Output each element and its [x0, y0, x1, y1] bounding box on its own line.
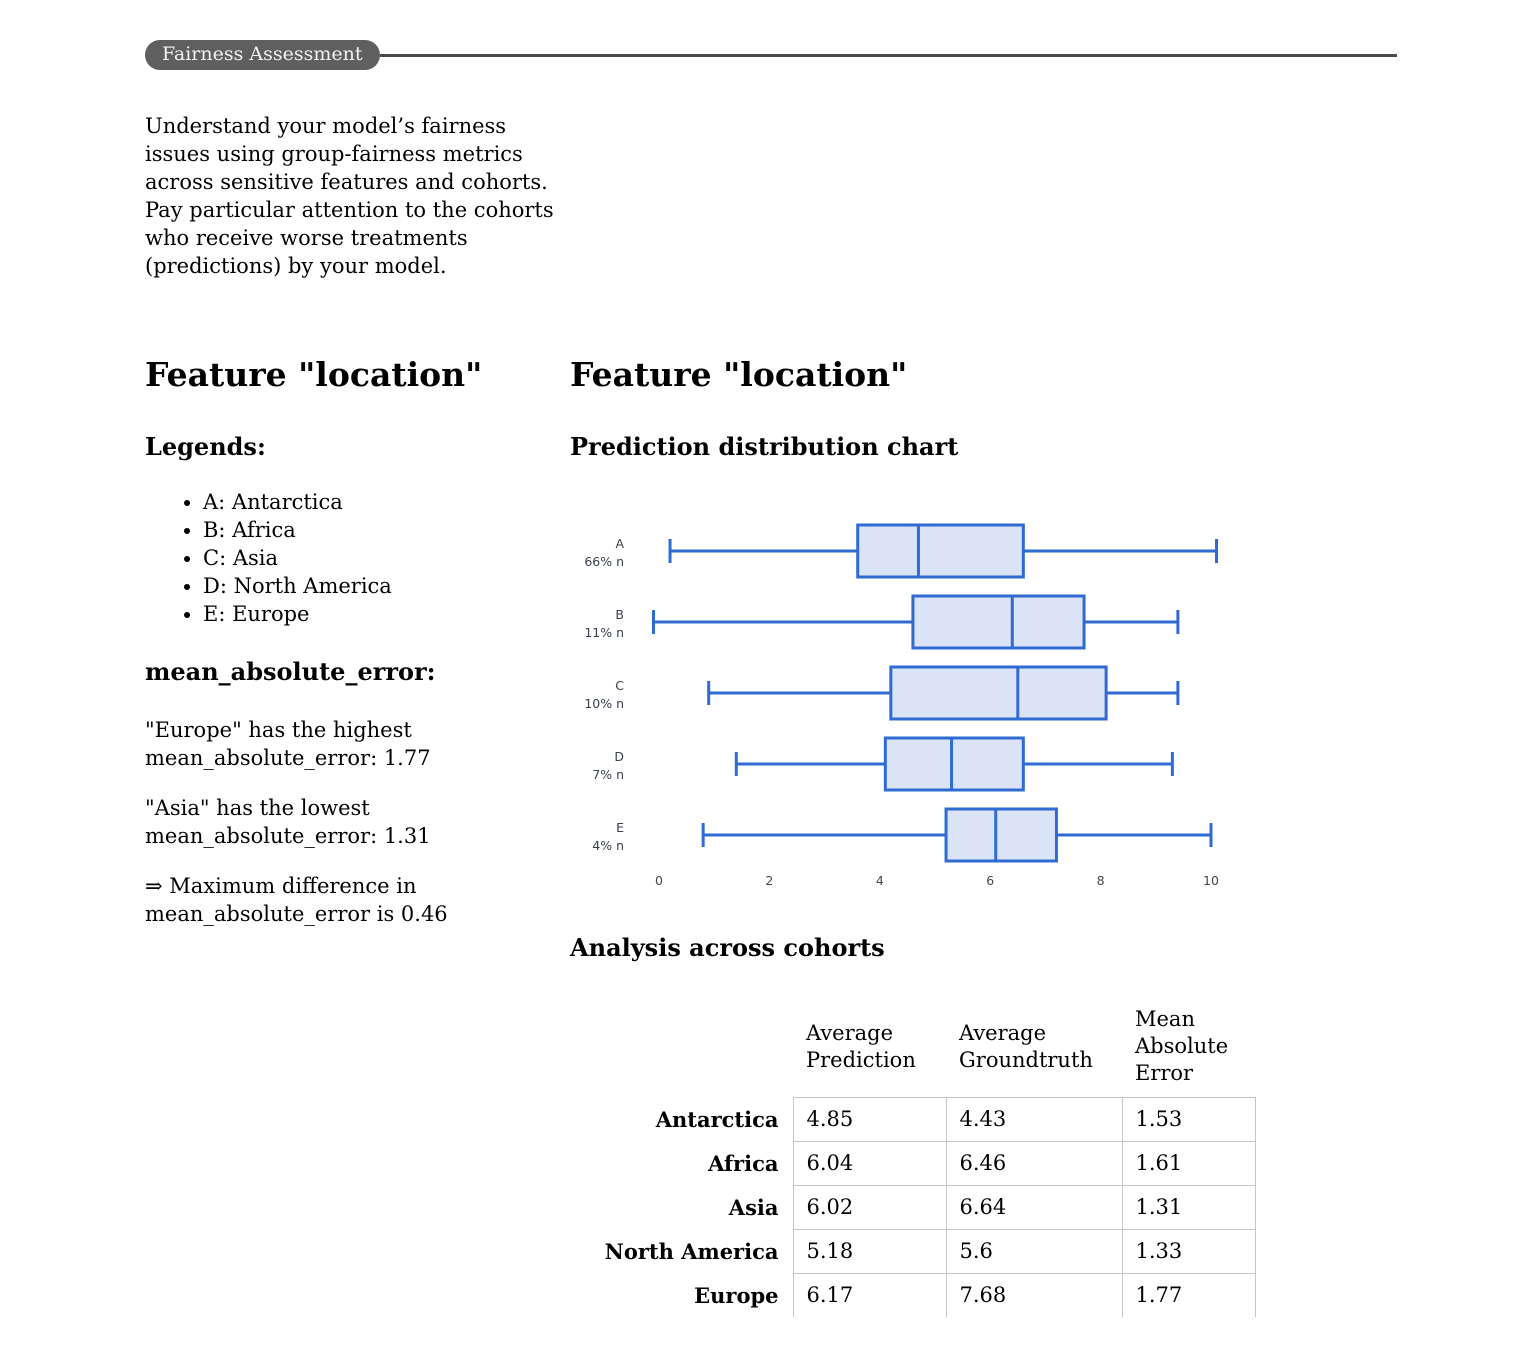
analysis-title: Analysis across cohorts	[570, 933, 885, 962]
x-axis-tick-labels	[655, 873, 1219, 888]
section-header	[145, 40, 1397, 70]
intro-paragraph: Understand your model’s fairness issues using group-fairness metrics across sensitive features and cohorts. Pay particular attention to the cohorts who receive worse treatments (predictions) by your model.	[145, 114, 554, 278]
cell-value: 1.77	[1122, 1274, 1255, 1318]
table-row	[570, 1274, 1255, 1318]
feature-title-right: Feature "location"	[570, 355, 908, 394]
metric-lowest-note: "Asia" has the lowest mean_absolute_error: 1.31	[145, 796, 431, 848]
x-axis-tick: 2	[765, 873, 774, 888]
cell-value: 7.68	[946, 1274, 1122, 1318]
legend-list	[145, 488, 623, 628]
boxplot-cohort-label: E	[616, 820, 624, 835]
boxplot-row-D	[592, 738, 1172, 790]
feature-title-left: Feature "location"	[145, 355, 483, 394]
chart-title: Prediction distribution chart	[570, 432, 959, 461]
table-row	[570, 1230, 1255, 1274]
legend-item-e: • E: Europe	[203, 600, 623, 628]
row-label: Antarctica	[655, 1107, 779, 1132]
cell-value: 6.64	[946, 1186, 1122, 1230]
cell-value: 1.61	[1122, 1142, 1255, 1186]
metric-highest-note: "Europe" has the highest mean_absolute_error: 1.77	[145, 718, 431, 770]
section-badge: Fairness Assessment	[145, 40, 380, 70]
col-header-average-prediction: Average Prediction	[806, 1020, 916, 1072]
boxplot-cohort-label: A	[615, 536, 624, 551]
row-label: North America	[604, 1239, 779, 1264]
boxplot-count-label: 66% n	[584, 554, 624, 569]
boxplot-row-E	[592, 809, 1211, 861]
legend-item-b: • B: Africa	[203, 516, 623, 544]
legend-item-a: • A: Antarctica	[203, 488, 623, 516]
cell-value: 6.04	[793, 1142, 946, 1186]
x-axis-tick: 10	[1203, 873, 1219, 888]
cell-value: 6.17	[793, 1274, 946, 1318]
x-axis-tick: 0	[655, 873, 663, 888]
boxplot-count-label: 10% n	[584, 696, 624, 711]
cell-value: 5.6	[946, 1230, 1122, 1274]
col-header-mean-absolute-error: Mean Absolute Error	[1135, 1007, 1229, 1085]
cell-value: 4.43	[946, 1098, 1122, 1142]
boxplot-row-C	[584, 667, 1178, 719]
boxplot-cohort-label: D	[614, 749, 624, 764]
table-row	[570, 1186, 1255, 1230]
metric-maxdiff-note: ⇒ Maximum difference in mean_absolute_error is 0.46	[145, 874, 448, 926]
boxplot-count-label: 7% n	[592, 767, 624, 782]
x-axis-tick: 4	[875, 873, 884, 888]
x-axis-tick: 6	[986, 873, 995, 888]
cohort-analysis-table	[570, 998, 1256, 1317]
cell-value: 1.53	[1122, 1098, 1255, 1142]
cell-value: 5.18	[793, 1230, 946, 1274]
header-rule-line	[380, 54, 1397, 57]
table-row	[570, 1098, 1255, 1142]
boxplot-count-label: 4% n	[592, 838, 624, 853]
boxplot-cohort-label: C	[615, 678, 624, 693]
cell-value: 6.02	[793, 1186, 946, 1230]
row-label: Europe	[694, 1282, 779, 1308]
cell-value: 4.85	[793, 1098, 946, 1142]
row-label: Asia	[728, 1195, 779, 1220]
cell-value: 1.33	[1122, 1230, 1255, 1274]
boxplot-row-B	[584, 596, 1178, 648]
table-header-row	[570, 998, 1255, 1098]
cell-value: 6.46	[946, 1142, 1122, 1186]
boxplot-count-label: 11% n	[584, 625, 624, 640]
cell-value: 1.31	[1122, 1186, 1255, 1230]
metric-title: mean_absolute_error:	[145, 657, 436, 686]
x-axis-tick: 8	[1096, 873, 1105, 888]
table-corner-cell	[570, 998, 793, 1098]
row-label: Africa	[708, 1151, 779, 1176]
prediction-distribution-chart	[570, 495, 1290, 900]
table-row	[570, 1142, 1255, 1186]
boxplot-row-A	[584, 525, 1216, 577]
boxplot-cohort-label: B	[615, 607, 624, 622]
legends-title: Legends:	[145, 432, 266, 461]
col-header-average-groundtruth: Average Groundtruth	[959, 1020, 1093, 1072]
legend-item-c: • C: Asia	[203, 544, 623, 572]
legend-item-d: • D: North America	[203, 572, 623, 600]
